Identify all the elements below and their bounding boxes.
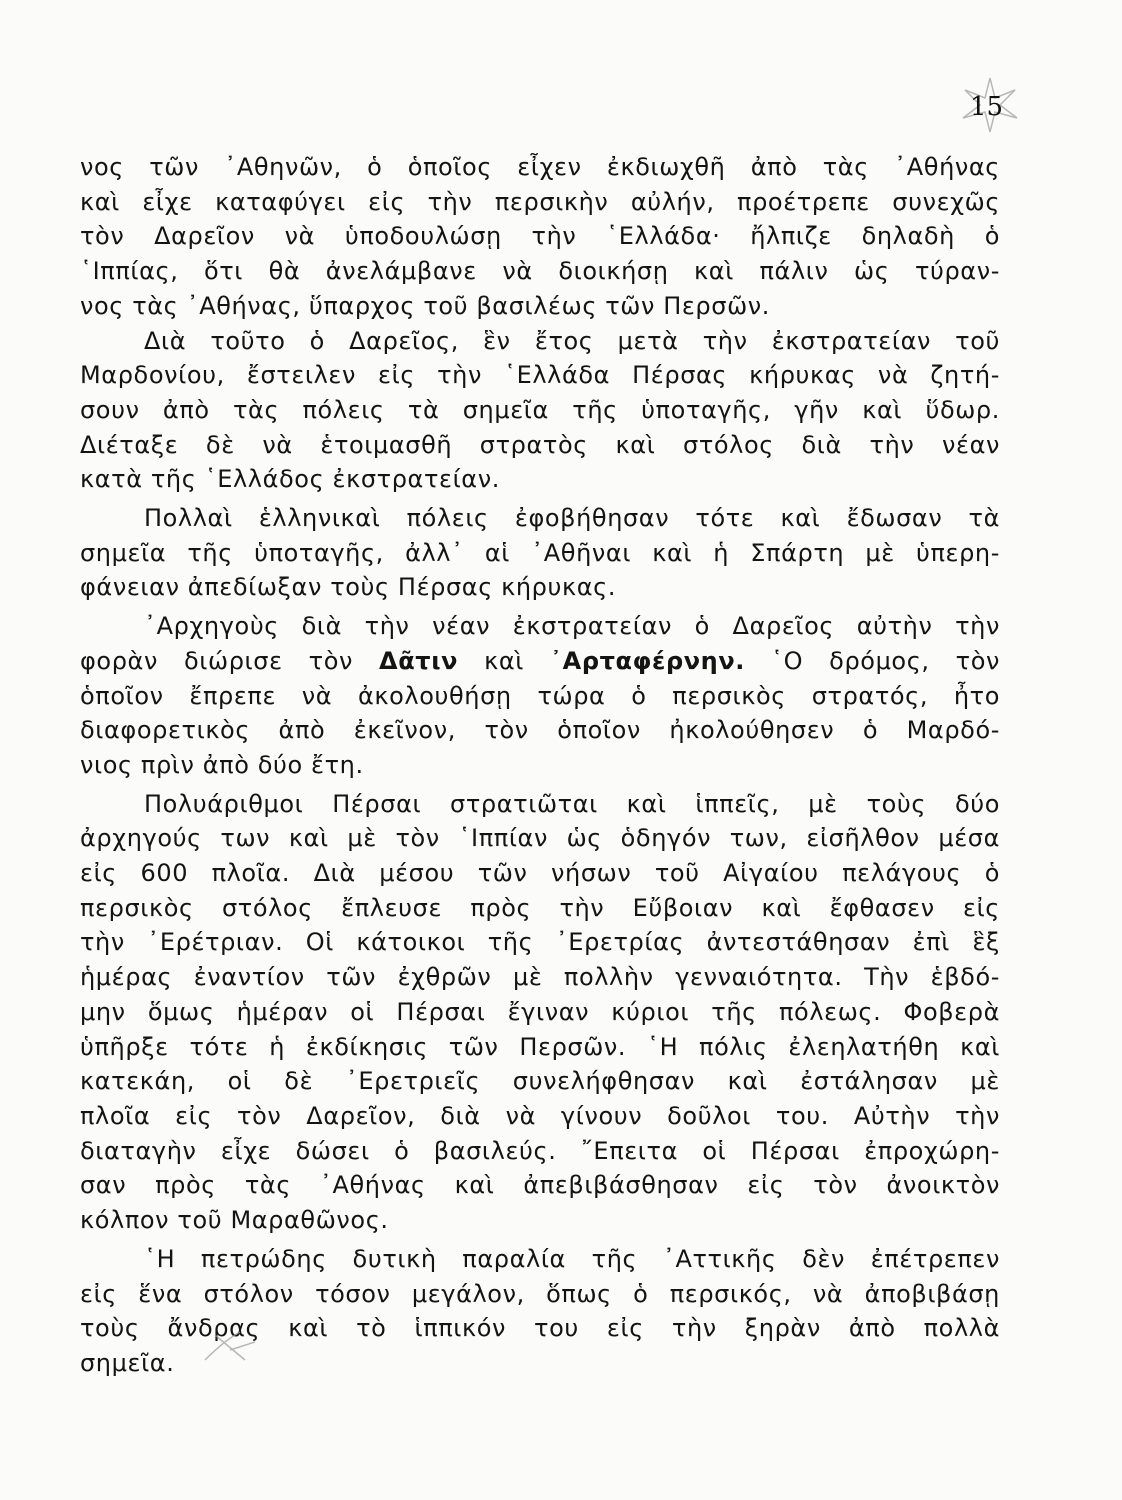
text-line: φάνειαν ἀπεδίωξαν τοὺς Πέρσας κήρυκας. — [80, 573, 617, 602]
bold-name-datis: Δᾶτιν — [379, 646, 459, 675]
text-line: διαφορετικὸς ἀπὸ ἐκεῖνον, τὸν ὁποῖον ἠκολούθησεν ὁ Μαρδό- — [80, 716, 1000, 745]
text-line: εἰς ἕνα στόλον τόσον μεγάλον, ὅπως ὁ περσικός, νὰ ἀποβιβάσῃ — [80, 1279, 1000, 1308]
text-line: εἰς 600 πλοῖα. Διὰ μέσου τῶν νήσων τοῦ Αἰγαίου πελάγους ὁ — [80, 859, 1000, 888]
text-line: Μαρδονίου, ἔστειλεν εἰς τὴν ῾Ελλάδα Πέρσας κήρυκας νὰ ζητή- — [80, 361, 1000, 390]
text-line: ὁποῖον ἔπρεπε νὰ ἀκολουθήσῃ τώρα ὁ περσικὸς στρατός, ἦτο — [80, 681, 1000, 710]
text-line: Πολλαὶ ἑλληνικαὶ πόλεις ἐφοβήθησαν τότε καὶ ἔδωσαν τὰ — [144, 504, 1000, 533]
text-line: νος τὰς ᾿Αθήνας, ὕπαρχος τοῦ βασιλέως τῶν Περσῶν. — [80, 291, 771, 320]
text-line: ἀρχηγούς των καὶ μὲ τὸν ῾Ιππίαν ὡς ὁδηγόν των, εἰσῆλθον μέσα — [80, 824, 1000, 853]
text-line: καὶ εἶχε καταφύγει εἰς τὴν περσικὴν αὐλήν, προέτρεπε συνεχῶς — [80, 187, 1000, 216]
text-line: μην ὅμως ἡμέραν οἱ Πέρσαι ἔγιναν κύριοι τῆς πόλεως. Φοβερὰ — [80, 997, 1000, 1026]
text-line: περσικὸς στόλος ἔπλευσε πρὸς τὴν Εὔβοιαν καὶ ἔφθασεν εἰς — [80, 893, 1000, 922]
text-line: νιος πρὶν ἀπὸ δύο ἔτη. — [80, 750, 364, 779]
text-segment: φορὰν διώρισε τὸν — [80, 646, 380, 675]
text-line: Διὰ τοῦτο ὁ Δαρεῖος, ἓν ἔτος μετὰ τὴν ἐκστρατείαν τοῦ — [144, 326, 1000, 355]
paragraph-3 — [80, 501, 1000, 605]
text-line: κόλπον τοῦ Μαραθῶνος. — [80, 1206, 389, 1235]
text-line: κατὰ τῆς ῾Ελλάδος ἐκστρατείαν. — [80, 465, 500, 494]
text-line: ῾Η πετρώδης δυτικὴ παραλία τῆς ᾿Αττικῆς δὲν ἐπέτρεπεν — [144, 1244, 1000, 1273]
text-segment: καὶ — [458, 646, 551, 675]
page-number: 15 — [970, 92, 1004, 122]
bold-name-artaphernes: ᾿Αρταφέρνην. — [550, 646, 746, 675]
text-line: διαταγὴν εἶχε δώσει ὁ βασιλεύς. ῎Επειτα οἱ Πέρσαι ἐπροχώρη- — [80, 1136, 1000, 1165]
text-line: τοὺς ἄνδρας καὶ τὸ ἱππικόν του εἰς τὴν ξηρὰν ἀπὸ πολλὰ — [80, 1314, 1000, 1343]
text-line: ἡμέρας ἐναντίον τῶν ἐχθρῶν μὲ πολλὴν γενναιότητα. Τὴν ἑβδό- — [80, 963, 1000, 992]
text-line: σουν ἀπὸ τὰς πόλεις τὰ σημεῖα τῆς ὑποταγῆς, γῆν καὶ ὕδωρ. — [80, 395, 1000, 424]
text-line: νος τῶν ᾿Αθηνῶν, ὁ ὁποῖος εἶχεν ἐκδιωχθῆ ἀπὸ τὰς ᾿Αθήνας — [80, 153, 1000, 181]
text-line — [80, 644, 1000, 679]
text-line: πλοῖα εἰς τὸν Δαρεῖον, διὰ νὰ γίνουν δοῦλοι του. Αὐτὴν τὴν — [80, 1101, 1000, 1130]
paragraph-5 — [80, 787, 1000, 1238]
paragraph-4 — [80, 609, 1000, 783]
text-line: σημεῖα. — [80, 1348, 175, 1377]
text-line: Πολυάριθμοι Πέρσαι στρατιῶται καὶ ἱππεῖς, μὲ τοὺς δύο — [144, 789, 1000, 818]
paragraph-6 — [80, 1242, 1000, 1381]
text-line: κατεκάη, οἱ δὲ ᾿Ερετριεῖς συνελήφθησαν καὶ ἐστάλησαν μὲ — [80, 1067, 1000, 1096]
text-line: Διέταξε δὲ νὰ ἑτοιμασθῆ στρατὸς καὶ στόλος διὰ τὴν νέαν — [80, 430, 1000, 459]
text-line: σαν πρὸς τὰς ᾿Αθήνας καὶ ἀπεβιβάσθησαν εἰς τὸν ἀνοικτὸν — [80, 1171, 1000, 1200]
text-line: ῾Ιππίας, ὅτι θὰ ἀνελάμβανε νὰ διοικήσῃ καὶ πάλιν ὡς τύραν- — [80, 257, 1000, 286]
paragraph-1 — [80, 150, 1000, 324]
body-text — [80, 150, 1000, 1381]
text-segment: ῾Ο δρόμος, τὸν — [745, 646, 1000, 675]
text-line: τὸν Δαρεῖον νὰ ὑποδουλώσῃ τὴν ῾Ελλάδα· ἤλπιζε δηλαδὴ ὁ — [80, 222, 1000, 251]
paragraph-2 — [80, 324, 1000, 498]
text-line: σημεῖα τῆς ὑποταγῆς, ἀλλ᾿ αἱ ᾿Αθῆναι καὶ ἡ Σπάρτη μὲ ὑπερη- — [80, 538, 1000, 567]
text-line: ὑπῆρξε τότε ἡ ἐκδίκησις τῶν Περσῶν. ῾Η πόλις ἐλεηλατήθη καὶ — [80, 1032, 1000, 1061]
text-line: τὴν ᾿Ερέτριαν. Οἱ κάτοικοι τῆς ᾿Ερετρίας ἀντεστάθησαν ἐπὶ ἓξ — [80, 928, 1000, 957]
text-line: ᾿Αρχηγοὺς διὰ τὴν νέαν ἐκστρατείαν ὁ Δαρεῖος αὐτὴν τὴν — [144, 612, 1000, 641]
